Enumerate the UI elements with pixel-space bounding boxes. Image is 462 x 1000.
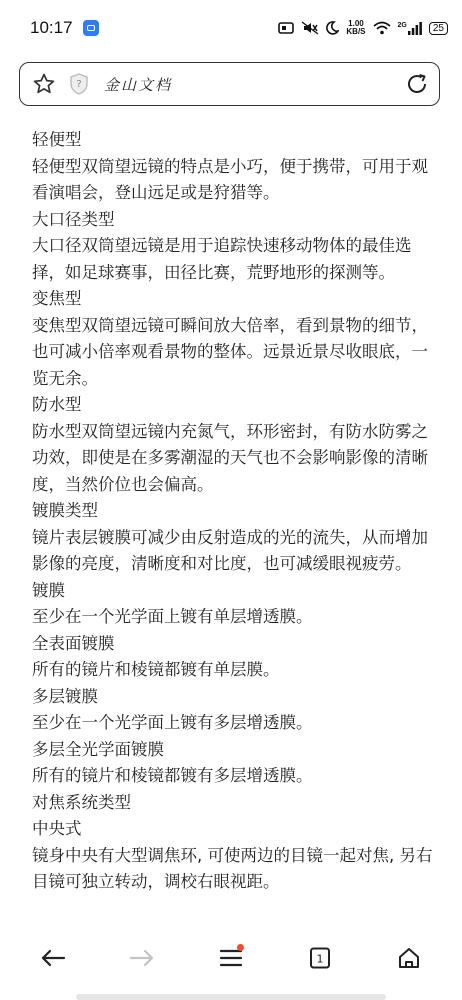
network-speed	[346, 20, 365, 36]
paragraph: 镜片表层镀膜可减少由反射造成的光的流失，从而增加影像的亮度，清晰度和对比度，也可减缓眼视疲劳。	[32, 527, 428, 573]
arrow-left-icon	[40, 948, 66, 968]
signal-bars-icon	[408, 22, 422, 35]
address-bar[interactable]	[19, 62, 440, 106]
paragraph: 镜身中央有大型调焦环, 可使两边的目镜一起对焦, 另右目镜可独立转动，调校右眼视距。	[32, 845, 433, 891]
network-speed-value: 1.00	[348, 19, 364, 28]
bottom-navigation	[0, 930, 462, 986]
section-heading: 全表面镀膜	[32, 633, 115, 653]
tabs-count: 1	[316, 952, 324, 966]
nfc-icon	[278, 21, 294, 35]
arrow-right-icon	[129, 948, 155, 968]
paragraph: 变焦型双筒望远镜可瞬间放大倍率，看到景物的细节，也可减小倍率观看景物的整体。远景近景尽收眼底，一览无余。	[32, 315, 428, 388]
section-heading: 镀膜	[32, 580, 65, 600]
menu-button[interactable]	[211, 938, 251, 978]
home-icon	[397, 946, 421, 970]
back-button[interactable]	[33, 938, 73, 978]
section-heading: 对焦系统类型	[32, 792, 131, 812]
paragraph: 大口径双筒望远镜是用于追踪快速移动物体的最佳选择，如足球赛事，田径比赛，荒野地形的探测等。	[32, 236, 412, 282]
hamburger-menu-icon	[219, 948, 243, 968]
home-button[interactable]	[389, 938, 429, 978]
paragraph: 至少在一个光学面上镀有单层增透膜。	[32, 607, 313, 626]
paragraph: 所有的镜片和棱镜都镀有单层膜。	[32, 660, 280, 679]
status-time: 10:17	[30, 18, 73, 37]
reload-icon[interactable]	[405, 72, 429, 96]
article-content	[32, 127, 437, 920]
cell-signal	[398, 22, 422, 35]
section-heading: 大口径类型	[32, 209, 115, 229]
notification-dot	[237, 944, 244, 951]
paragraph: 至少在一个光学面上镀有多层增透膜。	[32, 713, 313, 732]
section-heading: 变焦型	[32, 289, 82, 308]
home-indicator-bar[interactable]	[76, 994, 386, 1000]
network-speed-unit: KB/S	[346, 27, 366, 36]
mute-vibrate-icon	[301, 21, 319, 35]
section-heading: 镀膜类型	[32, 501, 98, 520]
section-heading: 多层全光学面镀膜	[32, 739, 164, 759]
section-heading: 多层镀膜	[32, 686, 98, 706]
tabs-icon	[308, 946, 332, 970]
signal-generation-label: 2G	[397, 21, 407, 29]
do-not-disturb-moon-icon	[326, 21, 339, 35]
paragraph: 防水型双筒望远镜内充氮气，环形密封，有防水防雾之功效，即使是在多雾潮湿的天气也不会影响影像的清晰度，当然价位也会偏高。	[32, 421, 428, 494]
notification-app-icon	[83, 20, 99, 36]
site-security-shield-icon[interactable]	[68, 72, 90, 96]
paragraph: 所有的镜片和棱镜都镀有多层增透膜。	[32, 766, 313, 785]
forward-button[interactable]	[122, 938, 162, 978]
status-bar	[0, 0, 462, 56]
section-heading: 轻便型	[32, 130, 82, 149]
section-heading: 中央式	[32, 819, 82, 838]
svg-text:?: ?	[76, 79, 82, 90]
url-text[interactable]: 金山文档	[104, 75, 173, 94]
battery-indicator: 25	[429, 22, 448, 35]
tabs-button[interactable]	[300, 938, 340, 978]
wifi-icon	[373, 21, 391, 35]
status-icons	[278, 20, 448, 36]
section-heading: 防水型	[32, 395, 82, 414]
star-bookmark-icon[interactable]	[32, 72, 56, 96]
paragraph: 轻便型双筒望远镜的特点是小巧，便于携带，可用于观看演唱会，登山远足或是狩猎等。	[32, 156, 428, 202]
